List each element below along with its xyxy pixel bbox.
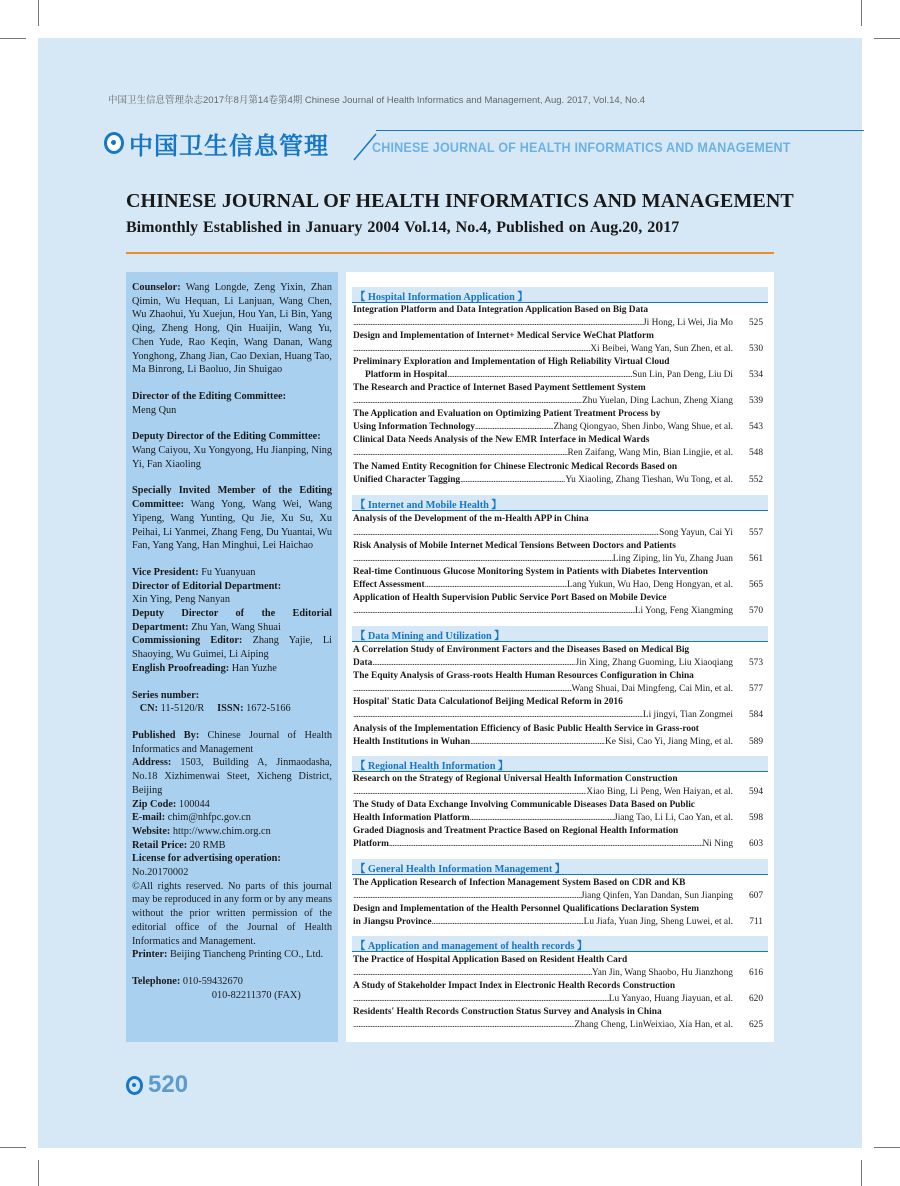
toc-entry-title[interactable]: Hospital' Static Data Calculationof Beijing Medical Reform in 2016 [353,697,623,707]
toc-entry-title[interactable]: A Correlation Study of Environment Factors and the Diseases Based on Medical Big [353,645,690,655]
masthead-panel [126,272,338,1042]
toc-entry-title[interactable]: The Research and Practice of Internet Based Payment Settlement System [353,383,646,393]
crop-mark [38,0,39,26]
toc-entry-byline[interactable]: Health Information Platform ..... Jiang Tao, Li Li, Cao Yan, et al. 598 [353,812,763,825]
toc-entry-byline[interactable]: ..... Xiao Bing, Li Peng, Wen Haiyan, et al. 594 [353,786,763,799]
vice-president: Vice President: Fu Yuanyuan [132,566,256,578]
toc-entry-title[interactable]: Residents' Health Records Construction Status Survey and Analysis in China [353,1007,662,1017]
toc-entry-title[interactable]: Research on the Strategy of Regional Universal Health Information Construction [353,774,678,784]
copyright-notice: ©All rights reserved. No parts of this journal may be reproduced in any form or by any means without the prior written permission of the editorial office of the Journal of Health Informatics and Management. [132,880,332,947]
series-number: Series number: CN: 11-5120/R ISSN: 1672-5166 [132,689,291,715]
page-number-icon [126,1076,143,1095]
editorial-director: Director of Editorial Department: Xin Ying, Peng Nanyan [132,580,282,606]
crop-mark [0,1147,26,1148]
toc-entry-byline[interactable]: Platform in Hospital ..... Sun Lin, Pan Deng, Liu Di 534 [365,369,763,382]
toc-entry-byline[interactable]: ..... Li Yong, Feng Xiangming 570 [353,605,763,618]
journal-logo-icon [104,132,124,154]
toc-entry-title[interactable]: Design and Implementation of Internet+ Medical Service WeChat Platform [353,331,654,341]
toc-entry-byline[interactable]: in Jiangsu Province ..... Lu Jiafa, Yuan Jing, Sheng Luwei, et al. 711 [353,916,763,929]
toc-entry-title[interactable]: The Application and Evaluation on Optimizing Patient Treatment Process by [353,409,661,419]
toc-entry-byline[interactable]: Using Information Technology ..... Zhang Qiongyao, Shen Jinbo, Wang Shue, et al. 543 [353,421,763,434]
address: Address: 1503, Building A, Jinmaodasha, No.18 Xizhimenwai Steet, Xicheng District, Beijing [132,757,332,796]
toc-entry-title[interactable]: Integration Platform and Data Integration Application Based on Big Data [353,305,649,315]
counselor: Counselor: Wang Longde, Zeng Yixin, Zhan Qimin, Wu Hequan, Li Lanjuan, Wang Chen, Wu Zhaohui, Yu Xuejun, Hou Yan, Li Bin, Yang Qing, Zheng Hong, Qin Huaijin, Wang Yu, Chen Yude, Rao Keqin, Wang Danan, Wang Yonghong, Zhang Jian, Cao Dexian, Huang Tao, Ma Binrong, Li Baoluo, Jin Shuigao [132,282,332,376]
toc-entry-byline[interactable]: ..... Li jingyi, Tian Zongmei 584 [353,709,763,722]
toc-section-header: 【 Application and management of health records 】 [352,936,768,952]
toc-entry-title[interactable]: Analysis of the Development of the m-Health APP in China [353,514,589,524]
printer: Printer: Beijing Tiancheng Printing CO., Ltd. [132,949,324,961]
ad-license: License for advertising operation: No.20170002 [132,853,281,879]
crop-mark [861,1160,862,1186]
logo-english-title: CHINESE JOURNAL OF HEALTH INFORMATICS AND MANAGEMENT [372,140,791,155]
proofreading: English Proofreading: Han Yuzhe [132,662,277,674]
crop-mark [861,0,862,26]
commissioning-editor: Commissioning Editor: Zhang Yajie, Li Shaoying, Wu Guimei, Li Aiping [132,635,332,661]
toc-entry-byline[interactable]: ..... Xi Beibei, Wang Yan, Sun Zhen, et al. 530 [353,343,763,356]
toc-entry-byline[interactable]: ..... Ren Zaifang, Wang Min, Bian Lingjie, et al. 548 [353,447,763,460]
toc-section-header: 【 General Health Information Management 】 [352,859,768,875]
toc-entry-title[interactable]: Clinical Data Needs Analysis of the New EMR Interface in Medical Wards [353,435,650,445]
toc-entry-title[interactable]: Application of Health Supervision Public Service Port Based on Mobile Device [353,593,667,603]
toc-entry-title[interactable]: Real-time Continuous Glucose Monitoring System in Patients with Diabetes Intervention [353,567,708,577]
website: Website: http://www.chim.org.cn [132,825,271,837]
invited-members: Specially Invited Member of the Editing Committee: Wang Yong, Wang Wei, Wang Yipeng, Wang Yunting, Qu Jie, Xu Su, Xu Peihai, Li Yanmei, Zhang Feng, Du Yuantai, Wu Fan, Yang Yang, Han Minghui, Lei Haichao [132,485,332,552]
toc-entry-title[interactable]: A Study of Stakeholder Impact Index in Electronic Health Records Construction [353,981,676,991]
page-number-text: 520 [148,1071,189,1098]
email: E-mail: chim@nhfpc.gov.cn [132,812,251,824]
toc-entry-byline[interactable]: Data ..... Jin Xing, Zhang Guoming, Liu Xiaoqiang 573 [353,657,763,670]
toc-entry-title[interactable]: Design and Implementation of the Health Personnel Qualifications Declaration System [353,904,700,914]
toc-entry-title[interactable]: The Named Entity Recognition for Chinese Electronic Medical Records Based on [353,462,678,472]
toc-entry-byline[interactable]: ..... Ling Ziping, lin Yu, Zhang Juan 561 [353,553,763,566]
toc-entry-byline[interactable]: Effect Assessment ..... Lang Yukun, Wu Hao, Deng Hongyan, et al. 565 [353,579,763,592]
logo-rule [376,130,864,131]
zip-code: Zip Code: 100044 [132,798,210,810]
crop-mark [38,1160,39,1186]
telephone: Telephone: 010-59432670 010-82211370 (FAX) [132,975,301,1001]
title-divider [126,252,774,254]
toc-entry-byline[interactable]: ..... Song Yayun, Cai Yi 557 [353,527,763,540]
retail-price: Retail Price: 20 RMB [132,839,226,851]
toc-entry-title[interactable]: Analysis of the Implementation Efficiency of Basic Public Health Service in Grass-root [353,724,699,734]
toc-entry-title[interactable]: The Equity Analysis of Grass-roots Health Human Resources Configuration in China [353,671,694,681]
logo-chinese-title: 中国卫生信息管理 [129,132,329,160]
editing-deputy-director: Deputy Director of the Editing Committee: Wang Caiyou, Xu Yongyong, Hu Jianping, Ning Yi, Fan Xiaoling [132,431,332,470]
toc-section-header: 【 Internet and Mobile Health 】 [352,495,768,511]
toc-entry-byline[interactable]: ..... Jiang Qinfen, Yan Dandan, Sun Jianping 607 [353,890,763,903]
toc-entry-byline[interactable]: ..... Zhu Yuelan, Ding Lachun, Zheng Xiang 539 [353,395,763,408]
crop-mark [874,1147,900,1148]
toc-entry-byline[interactable]: ..... Wang Shuai, Dai Mingfeng, Cai Min, et al. 577 [353,683,763,696]
journal-subtitle: Bimonthly Established in January 2004 Vol.14, No.4, Published on Aug.20, 2017 [126,219,680,236]
toc-section-header: 【 Data Mining and Utilization 】 [352,626,768,642]
toc-entry-byline[interactable]: ..... Zhang Cheng, LinWeixiao, Xia Han, et al. 625 [353,1019,763,1032]
toc-entry-byline[interactable]: Unified Character Tagging ..... Yu Xiaoling, Zhang Tieshan, Wu Tong, et al. 552 [353,474,763,487]
toc-entry-byline[interactable]: ..... Lu Yanyao, Huang Jiayuan, et al. 620 [353,993,763,1006]
toc-entry-title[interactable]: Preliminary Exploration and Implementation of High Reliability Virtual Cloud [353,357,670,367]
journal-logo [104,128,864,162]
toc-entry-byline[interactable]: Platform ..... Ni Ning 603 [353,838,763,851]
toc-entry-title[interactable]: The Application Research of Infection Management System Based on CDR and KB [353,878,686,888]
toc-entry-title[interactable]: Graded Diagnosis and Treatment Practice Based on Regional Health Information [353,826,679,836]
publisher: Published By: Chinese Journal of Health Informatics and Management [132,729,332,755]
crop-mark [0,38,26,39]
journal-title: CHINESE JOURNAL OF HEALTH INFORMATICS AND MANAGEMENT [126,190,794,212]
toc-entry-byline[interactable]: Health Institutions in Wuhan ..... Ke Sisi, Cao Yi, Jiang Ming, et al. 589 [353,736,763,749]
table-of-contents [346,272,774,1042]
editing-director: Director of the Editing Committee: Meng Qun [132,390,287,416]
toc-entry-byline[interactable]: ..... Yan Jin, Wang Shaobo, Hu Jianzhong 616 [353,967,763,980]
toc-entry-title[interactable]: The Study of Data Exchange Involving Communicable Diseases Data Based on Public [353,800,695,810]
editorial-deputy-director: Deputy Director of the Editorial Department: Zhu Yan, Wang Shuai [132,608,332,633]
running-header: 中国卫生信息管理杂志2017年8月第14卷第4期 Chinese Journal of Health Informatics and Management, Aug. 2017, Vol.14, No.4 [108,95,646,106]
toc-entry-title[interactable]: Risk Analysis of Mobile Internet Medical Tensions Between Doctors and Patients [353,541,676,551]
crop-mark [874,38,900,39]
toc-section-header: 【 Hospital Information Application 】 [352,287,768,303]
toc-entry-title[interactable]: The Practice of Hospital Application Based on Resident Health Card [353,955,628,965]
toc-section-header: 【 Regional Health Information 】 [352,756,768,772]
toc-entry-byline[interactable]: ..... Ji Hong, Li Wei, Jia Mo 525 [353,317,763,330]
